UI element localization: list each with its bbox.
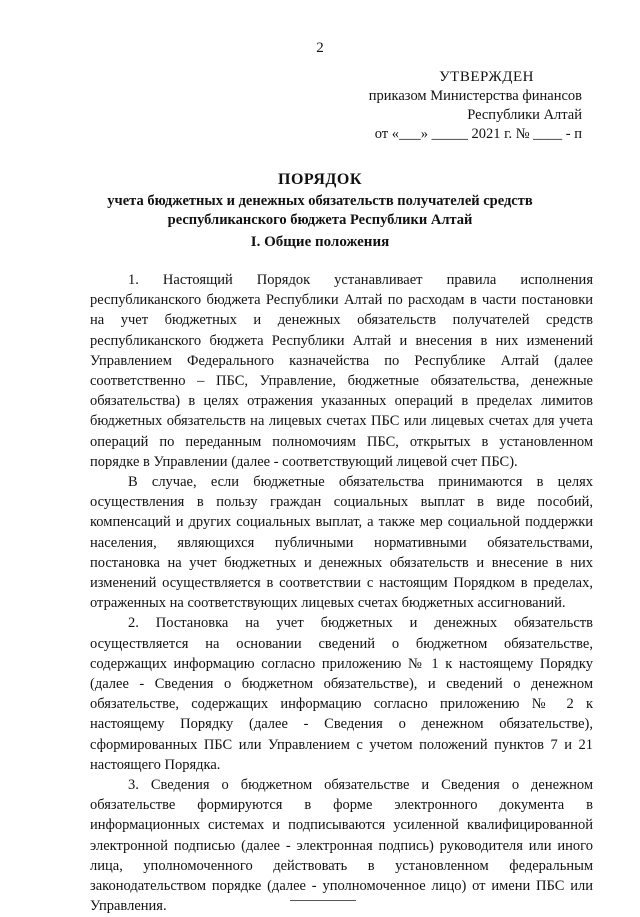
- document-subtitle-line-2: республиканского бюджета Республики Алтай: [167, 212, 473, 228]
- paragraph-4: 3. Сведения о бюджетном обязательстве и Сведения о денежном обязательстве формируются в форме электронного документа в информационных системах и подписываются усиленной квалифицированной электронной подписью (далее - электронная подпись) руководителя или иного лица, уполномоченного действовать в установленном федеральным законодательством порядке (далее - уполномоченное лицо) от имени ПБС или Управления.: [90, 777, 593, 915]
- approval-stamp: [342, 68, 582, 144]
- approval-heading: УТВЕРЖДЕН: [439, 69, 534, 85]
- document-body: [90, 270, 593, 917]
- footer-divider: [290, 900, 356, 901]
- approval-line-2: Республики Алтай: [467, 107, 582, 123]
- document-title-block: [60, 170, 580, 230]
- section-heading: I. Общие положения: [250, 234, 390, 250]
- approval-line-3: от «___» _____ 2021 г. № ____ - п: [374, 126, 582, 142]
- paragraph-2: В случае, если бюджетные обязательства принимаются в целях осуществления в пользу граждан социальных выплат в виде пособий, компенсаций и других социальных выплат, а также мер социальной поддержки населения, являющихся публичными нормативными обязательствами, постановка на учет бюджетных и денежных обязательств и внесение в них изменений осуществляется в соответствии с настоящим Порядком в пределах, отраженных на соответствующих лицевых счетах бюджетных ассигнований.: [90, 474, 593, 612]
- document-subtitle-line-1: учета бюджетных и денежных обязательств получателей средств: [107, 193, 533, 209]
- page-number: 2: [316, 40, 324, 56]
- approval-line-1: приказом Министерства финансов: [368, 88, 582, 104]
- paragraph-1: 1. Настоящий Порядок устанавливает правила исполнения республиканского бюджета Республики Алтай по расходам в части постановки на учет бюджетных и денежных обязательств получателей средств республиканского бюджета Республики Алтай и внесения в них изменений Управлением Федерального казначейства по Республике Алтай (далее соответственно – ПБС, Управление, бюджетные обязательства, денежные обязательства) в целях отражения указанных операций в пределах лимитов бюджетных обязательств на лицевых счетах ПБС или лицевых счетах для учета операций по переданным полномочиям ПБС, открытых в установленном порядке в Управлении (далее - соответствующий лицевой счет ПБС).: [90, 272, 593, 470]
- paragraph-3: 2. Постановка на учет бюджетных и денежных обязательств осуществляется на основании сведений о бюджетном обязательстве, содержащих информацию согласно приложению № 1 к настоящему Порядку (далее - Сведения о бюджетном обязательстве), и сведений о денежном обязательстве, содержащих информацию согласно приложению № 2 к настоящему Порядку (далее - Сведения о денежном обязательстве), сформированных ПБС или Управлением с учетом положений пунктов 7 и 21 настоящего Порядка.: [90, 615, 593, 773]
- document-title: ПОРЯДОК: [278, 171, 362, 188]
